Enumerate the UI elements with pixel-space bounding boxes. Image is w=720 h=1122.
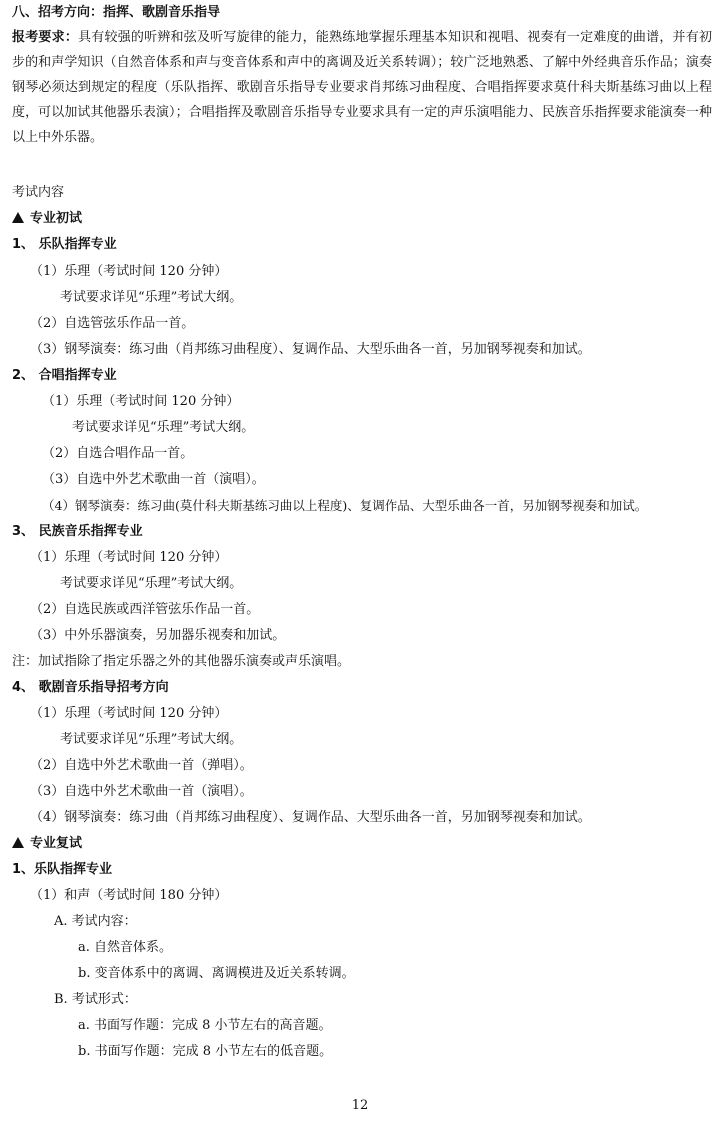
prelim-3-item-2: （2）自选民族或西洋管弦乐作品一首。	[30, 602, 260, 617]
prelim-4-item-3: （3）自选中外艺术歌曲一首（演唱）。	[30, 784, 253, 799]
exam-content-heading: 考试内容	[12, 185, 65, 200]
prelim-heading: 专业初试	[12, 210, 82, 228]
prelim-2-item-1: （1）乐理（考试时间 120 分钟）	[42, 394, 240, 409]
page-number: 12	[351, 1098, 369, 1113]
prelim-3-item-1-note: 考试要求详见“乐理”考试大纲。	[60, 576, 243, 591]
prelim-4-item-1-note: 考试要求详见“乐理”考试大纲。	[60, 732, 243, 747]
prelim-4-item-4: （4）钢琴演奏：练习曲（肖邦练习曲程度）、复调作品、大型乐曲各一首，另加钢琴视奏和加试。	[30, 810, 591, 825]
prelim-section-3-title: 3、 民族音乐指挥专业	[12, 524, 143, 539]
prelim-2-item-2: （2）自选合唱作品一首。	[42, 446, 194, 461]
prelim-4-item-2: （2）自选中外艺术歌曲一首（弹唱）。	[30, 758, 253, 773]
prelim-1-item-1: （1）乐理（考试时间 120 分钟）	[30, 264, 228, 279]
prelim-2-item-1-note: 考试要求详见“乐理”考试大纲。	[72, 420, 255, 435]
section-title: 八、招考方向：指挥、歌剧音乐指导	[12, 5, 221, 20]
requirements-paragraph	[12, 25, 712, 150]
prelim-3-item-3: （3）中外乐器演奏，另加器乐视奏和加试。	[30, 628, 286, 643]
retest-b-item-1: a. 书面写作题：完成 8 小节左右的高音题。	[78, 1018, 332, 1033]
prelim-section-4-title: 4、 歌剧音乐指导招考方向	[12, 680, 169, 695]
prelim-1-item-2: （2）自选管弦乐作品一首。	[30, 316, 195, 331]
prelim-2-item-3: （3）自选中外艺术歌曲一首（演唱）。	[42, 472, 265, 487]
prelim-3-note: 注：加试指除了指定乐器之外的其他器乐演奏或声乐演唱。	[12, 654, 351, 669]
prelim-3-item-1: （1）乐理（考试时间 120 分钟）	[30, 550, 228, 565]
prelim-section-1-title: 1、 乐队指挥专业	[12, 237, 117, 252]
requirements-text: 具有较强的听辨和弦及听写旋律的能力，能熟练地掌握乐理基本知识和视唱、视奏有一定难度的曲谱，并有初步的和声学知识（自然音体系和声与变音体系和声中的离调及近关系转调）；较广泛地熟悉、了解中外经典音乐作品；演奏钢琴必须达到规定的程度（乐队指挥、歌剧音乐指导专业要求肖邦练习曲程度、合唱指挥要求莫什科夫斯基练习曲以上程度，可以加试其他器乐表演）；合唱指挥及歌剧音乐指导专业要求具有一定的声乐演唱能力、民族音乐指挥要求能演奏一种以上中外乐器。	[12, 30, 712, 145]
triangle-icon	[12, 837, 24, 848]
prelim-1-item-3: （3）钢琴演奏：练习曲（肖邦练习曲程度）、复调作品、大型乐曲各一首，另加钢琴视奏和加试。	[30, 342, 591, 357]
retest-a-item-2: b. 变音体系中的离调、离调模进及近关系转调。	[78, 966, 355, 981]
retest-1-item-1: （1）和声（考试时间 180 分钟）	[30, 888, 228, 903]
prelim-4-item-1: （1）乐理（考试时间 120 分钟）	[30, 706, 228, 721]
triangle-icon	[12, 212, 24, 223]
retest-a-label: A. 考试内容：	[54, 914, 137, 929]
retest-section-1-title: 1、乐队指挥专业	[12, 862, 113, 877]
retest-a-item-1: a. 自然音体系。	[78, 940, 173, 955]
prelim-section-2-title: 2、 合唱指挥专业	[12, 368, 117, 383]
prelim-1-item-1-note: 考试要求详见“乐理”考试大纲。	[60, 290, 243, 305]
retest-b-item-2: b. 书面写作题：完成 8 小节左右的低音题。	[78, 1044, 333, 1059]
requirements-label: 报考要求：	[12, 30, 79, 45]
prelim-2-item-4: （4）钢琴演奏：练习曲(莫什科夫斯基练习曲以上程度)、复调作品、大型乐曲各一首，另加钢琴视奏和加试。	[42, 498, 648, 513]
retest-heading: 专业复试	[12, 835, 82, 853]
retest-b-label: B. 考试形式：	[54, 992, 137, 1007]
